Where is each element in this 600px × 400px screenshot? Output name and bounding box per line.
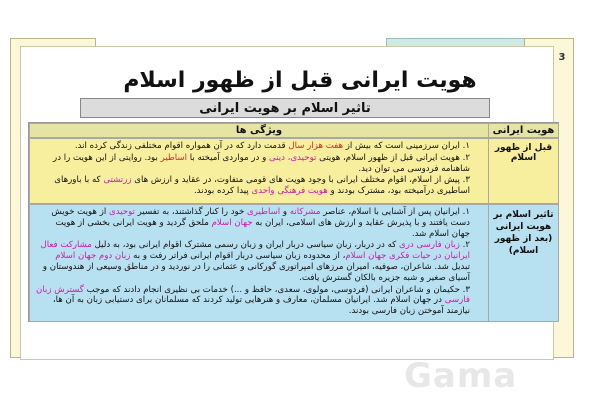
subtitle-box: تاثیر اسلام بر هویت ایرانی	[80, 98, 490, 118]
pre-islam-list	[36, 141, 482, 197]
list-item	[36, 153, 470, 175]
header-features: ویژگی ها	[29, 123, 489, 138]
row-islam-impact-label: تاثیر اسلام بر هویت ایرانی (بعد از ظهور اسلام)	[488, 204, 559, 322]
list-item-text: ، از محدوده زبان سیاسی دربار اقوام ایرانی فراتر رفت و به	[130, 251, 346, 262]
list-item-text: پیدا کرده بودند.	[193, 186, 252, 197]
highlighted-term: توحیدی، دینی	[268, 152, 317, 163]
list-item-text: ایرانیان پس از آشنایی با اسلام، عناصر	[320, 207, 460, 217]
highlighted-term: مشرکانه	[289, 207, 321, 217]
highlighted-term: هفت هزار سال	[288, 141, 344, 151]
highlighted-term: گسترش زبان فارسی	[36, 284, 470, 306]
highlighted-term: زرتشتی	[103, 175, 132, 186]
highlighted-term: مشارکت فعال ایرانیان در حیات فکری جهان اسلام	[40, 240, 470, 262]
highlighted-term: توحیدی	[108, 207, 135, 217]
list-item-text: و در مواردی آمیخته با	[186, 152, 269, 163]
list-item-number: ۳.	[459, 175, 470, 186]
identity-table	[28, 122, 559, 322]
list-item-number: ۲.	[459, 152, 470, 163]
highlighted-term: زبان فارسی دری	[399, 240, 460, 251]
list-item	[36, 240, 470, 283]
list-item	[36, 285, 470, 317]
list-item-text: قدمت دارد که در آن همواره اقوام مختلفی زندگی کرده اند.	[74, 141, 289, 151]
list-item-text: تبدیل شد. شاعران، صوفیه، امیران مرزهای امپراتوری گورکانی و عثمانی را در نوردید و در مناطق وسیعی از هندوستان و آسیای صغیر و شبه جزیره بالکان گسترش یافت.	[42, 261, 470, 283]
list-item-text: بود. روایتی از این هویت را در شاهنامه فردوسی می توان دید.	[53, 152, 470, 174]
highlighted-term: زبان دوم جهان اسلام	[55, 251, 131, 262]
list-item-text: ایران سرزمینی است که بیش از	[343, 141, 460, 151]
list-item-text: از هویت خویش دست یافتند و با پذیرش عقاید و ارزش های اسلامی، ایران به	[51, 207, 470, 228]
list-item-number: ۳.	[459, 284, 470, 295]
islam-impact-list	[36, 207, 482, 317]
highlighted-term: هویت فرهنگی واحدی	[251, 186, 328, 197]
list-item-number: ۱.	[459, 141, 470, 151]
list-item-text: که با باورهای اساطیری درآمیخته بود، مشترک بودند و	[54, 175, 470, 197]
list-item-text: خود را کنار گذاشتند، به تفسیر	[134, 207, 248, 217]
row-pre-islam-content	[29, 138, 489, 204]
list-item-text: که در دربار، زبان سیاسی دربار ایران و زبان رسمی مشترک اقوام ایرانی بود، به دلیل	[91, 240, 400, 251]
page-title: هویت ایرانی قبل از ظهور اسلام	[123, 68, 477, 93]
list-item-text: ملحق گردید و هویت ایرانی بخشی از هویت جهان اسلام شد.	[55, 217, 470, 239]
highlighted-term: جهان اسلام	[211, 217, 253, 228]
list-item	[36, 141, 470, 152]
highlighted-term: اساطیر	[160, 152, 187, 163]
list-item-number: ۲.	[459, 240, 470, 251]
row-islam-impact-content	[29, 204, 489, 322]
header-identity: هویت ایرانی	[488, 123, 559, 138]
list-item-text: هویت ایرانی قبل از ظهور اسلام، هویتی	[316, 152, 460, 163]
highlighted-term: اساطیری	[247, 207, 281, 217]
list-item-number: ۱.	[459, 207, 470, 217]
list-item-text: در جهان اسلام شد. ایرانیان مسلمان، معارف و هنرهایی تولید کردند که مسلمانان برای دستیابی زبان به آن ها، نیازمند آموختن زبان فارسی بودند.	[52, 295, 470, 317]
list-item-text: پیش از اسلام، اقوام مختلف ایرانی با وجود هویت های قومی متفاوت، در عقاید و ارزش های	[131, 175, 460, 186]
list-item-text: و	[280, 207, 290, 217]
gama-watermark-logo: Gama	[404, 356, 518, 396]
list-item	[36, 175, 470, 197]
list-item	[36, 207, 470, 239]
row-pre-islam-label: قبل از ظهور اسلام	[488, 138, 559, 204]
slide-number: 3	[558, 52, 566, 63]
list-item-text: حکیمان و شاعران ایرانی (فردوسی، مولوی، سعدی، حافظ و ...) خدمات بی نظیری انجام دادند که موجب	[83, 284, 460, 295]
